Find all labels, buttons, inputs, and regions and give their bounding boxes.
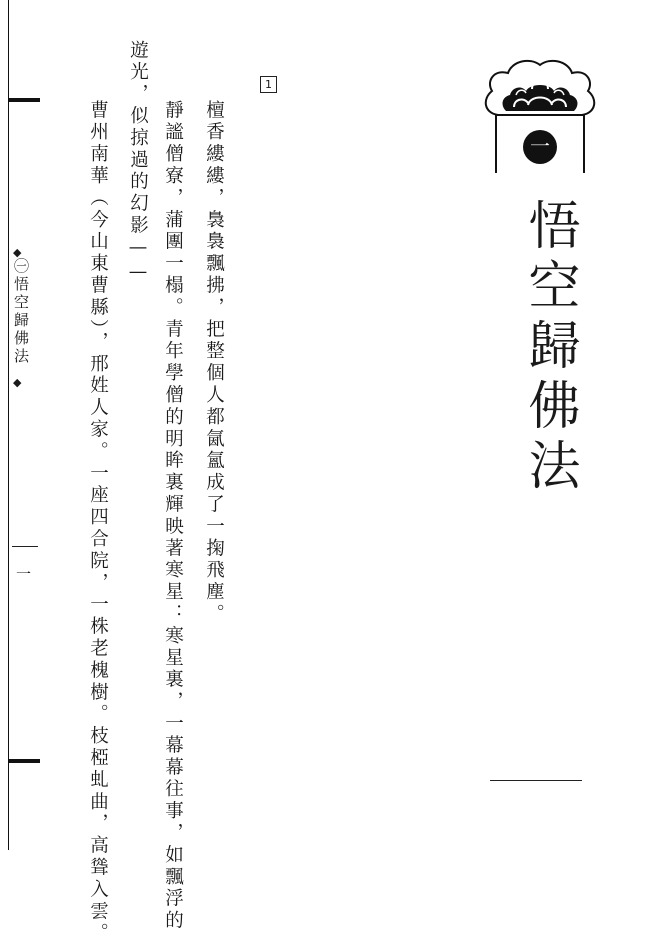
page-number: 一 [14, 566, 32, 581]
body-column-4: 曹州南華（今山東曹縣），邢姓人家。一座四合院，一株老槐樹。枝椏虬曲，高聳入雲。 [87, 100, 109, 945]
margin-rule [8, 0, 9, 850]
chapter-number: 一 [523, 130, 557, 164]
body-column-1: 檀香縷縷，裊裊飄拂，把整個人都氤氳成了一掬飛塵。 [203, 100, 225, 626]
running-head-title: 悟空歸佛法 [12, 276, 30, 366]
margin-rule-short-1 [12, 546, 38, 547]
chapter-title: 悟空歸佛法 [519, 198, 579, 498]
running-head-chapter-mark: ㊀ [12, 258, 30, 276]
margin-thick-rule-top [8, 98, 40, 102]
footer-rule [490, 780, 582, 781]
diamond-ornament-top: ◆ [13, 246, 22, 259]
running-head [11, 258, 32, 366]
body-column-2: 靜謐僧寮，蒲團一榻。青年學僧的明眸裏輝映著寒星：寒星裏，一幕幕往事，如飄浮的 [162, 100, 184, 933]
margin-thick-rule-bottom [8, 759, 40, 763]
body-column-3: 遊光，似掠過的幻影—— [127, 40, 149, 286]
diamond-ornament-bottom: ◆ [13, 376, 22, 389]
note-marker: 1 [260, 76, 277, 93]
